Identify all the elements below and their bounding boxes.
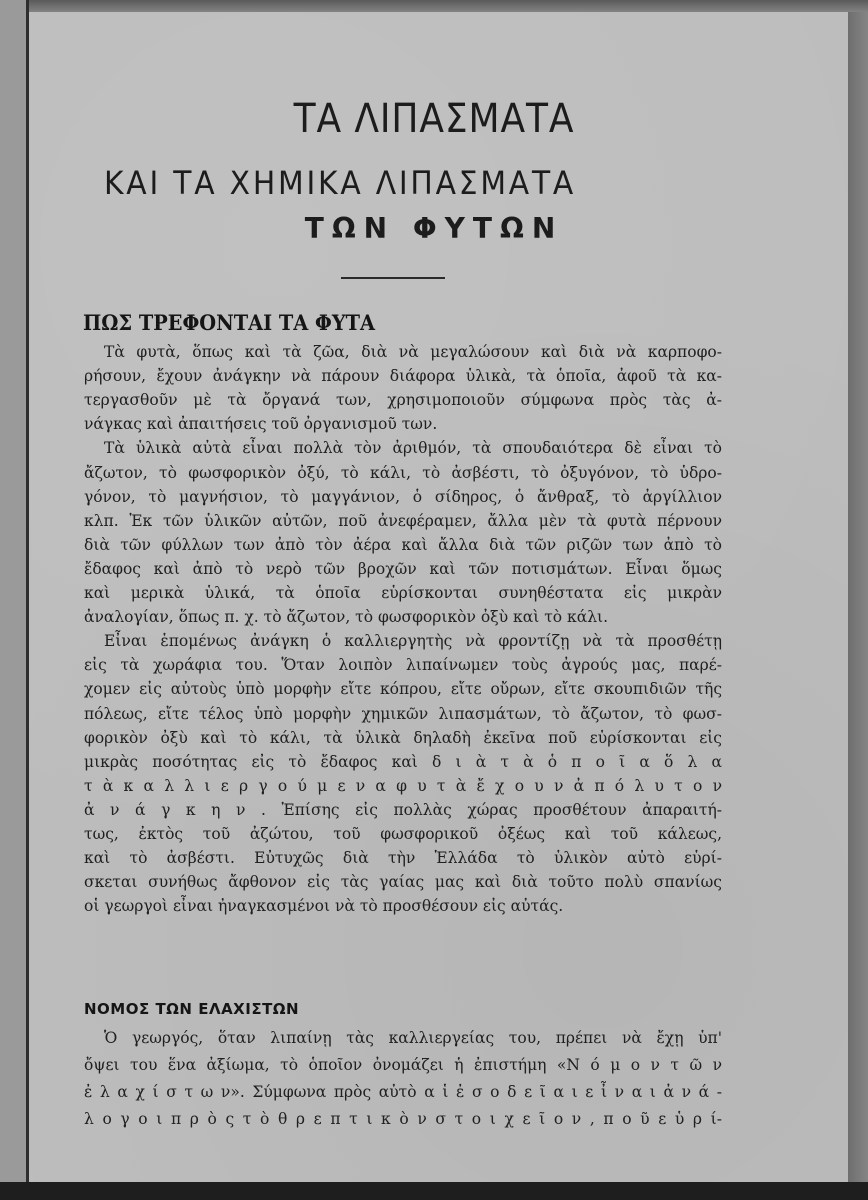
adjacent-page-strip <box>0 0 27 1200</box>
text-line: ἀ ν ά γ κ η ν . Ἐπίσης εἰς πολλὰς χώρας προσθέτουν ἀπαραιτή- <box>84 800 722 819</box>
text-line: γόνον, τὸ μαγνήσιον, τὸ μαγγάνιον, ὁ σίδηρος, ὁ ἄνθραξ, τὸ ἀργίλλιον <box>84 487 722 506</box>
text-line: Τὰ ὑλικὰ αὐτὰ εἶναι πολλὰ τὸν ἀριθμόν, τὰ σπουδαιότερα δὲ εἶναι τὸ <box>104 439 722 458</box>
text-line: ἐ λ α χ ί σ τ ω ν». Σύμφωνα πρὸς αὐτὸ α ἱ ἐ σ ο δ ε ῖ α ι ε ἶ ν α ι ἀ ν ά - <box>84 1083 722 1101</box>
text-line: Ὁ γεωργός, ὅταν λιπαίνῃ τὰς καλλιεργείας του, πρέπει νὰ ἔχῃ ὑπ' <box>104 1029 722 1047</box>
text-line: διὰ τῶν φύλλων των ἀπὸ τὸν ἀέρα καὶ ἄλλα διὰ τῶν ριζῶν των ἀπὸ τὸ <box>84 535 722 554</box>
text-line: τως, ἐκτὸς τοῦ ἀζώτου, τοῦ φωσφορικοῦ ὀξέως καὶ τοῦ κάλεως, <box>84 825 722 843</box>
text-line: καὶ τὸ ἀσβέστι. Εὐτυχῶς διὰ τὴν Ἑλλάδα τὸ ὑλικὸν αὐτὸ εὑρί- <box>84 849 722 868</box>
text-line: ἔδαφος καὶ ἀπὸ τὸ νερὸ τῶν βροχῶν καὶ τῶν ποτισμάτων. Εἶναι ὅμως <box>84 559 722 578</box>
text-line: κλπ. Ἐκ τῶν ὑλικῶν αὐτῶν, ποῦ ἀνεφέραμεν, ἄλλα μὲν τὰ φυτὰ πέρνουν <box>84 511 722 530</box>
page-right-edge <box>848 12 868 1200</box>
text-line: ρήσουν, ἔχουν ἀνάγκην νὰ πάρουν διάφορα ὑλικὰ, τὰ ὁποῖα, ἀφοῦ τὰ κα- <box>84 367 722 386</box>
page-bottom-edge <box>0 1182 868 1200</box>
title-line-2: ΚΑΙ ΤΑ ΧΗΜΙΚΑ ΛΙΠΑΣΜΑΤΑ <box>104 164 577 202</box>
text-line: οἱ γεωργοὶ εἶναι ἠναγκασμένοι νὰ τὸ προσθέσουν εἰς αὐτάς. <box>84 897 564 916</box>
text-line: Εἶναι ἑπομένως ἀνάγκη ὁ καλλιεργητὴς νὰ φροντίζῃ νὰ τὰ προσθέτῃ <box>104 632 722 651</box>
text-line: ἄζωτον, τὸ φωσφορικὸν ὀξύ, τὸ κάλι, τὸ ἀσβέστι, τὸ ὀξυγόνον, τὸ ὑδρο- <box>84 463 722 482</box>
text-line: τεργασθοῦν μὲ τὰ ὄργανά των, χρησιμοποιοῦν σύμφωνα πρὸς τὰς ἀ- <box>84 391 722 410</box>
title-line-3: ΤΩΝ ΦΥΤΩΝ <box>304 212 564 245</box>
section-heading-2: ΝΟΜΟΣ ΤΩΝ ΕΛΑΧΙΣΤΩΝ <box>84 1000 300 1018</box>
title-line-1: ΤΑ ΛΙΠΑΣΜΑΤΑ <box>293 96 575 142</box>
text-line: τ ὰ κ α λ λ ι ε ρ γ ο ύ μ ε ν α φ υ τ ὰ ἔ χ ο υ ν ἀ π ό λ υ τ ο ν <box>84 776 722 795</box>
text-line: νάγκας καὶ ἀπαιτήσεις τοῦ ὀργανισμοῦ των. <box>84 415 438 434</box>
text-line: σκεται συνήθως ἄφθονον εἰς τὰς γαίας μας καὶ διὰ τοῦτο πολὺ σπανίως <box>84 873 722 892</box>
text-line: μικρὰς ποσότητας εἰς τὸ ἔδαφος καὶ δ ι ὰ τ ὰ ὁ π ο ῖ α ὅ λ α <box>84 752 722 771</box>
text-line: Τὰ φυτὰ, ὅπως καὶ τὰ ζῶα, διὰ νὰ μεγαλώσουν καὶ διὰ νὰ καρποφο- <box>104 343 722 361</box>
text-line: πόλεως, εἴτε τέλος ὑπὸ μορφὴν χημικῶν λιπασμάτων, τὸ ἄζωτον, τὸ φωσ- <box>84 704 722 723</box>
text-line: εἰς τὰ χωράφια του. Ὅταν λοιπὸν λιπαίνωμεν τοὺς ἀγρούς μας, παρέ- <box>84 656 722 675</box>
title-divider <box>341 277 445 279</box>
section-heading-1: ΠΩΣ ΤΡΕΦΟΝΤΑΙ ΤΑ ΦΥΤΑ <box>83 310 375 335</box>
text-line: φορικὸν ὀξὺ καὶ τὸ κάλι, τὰ ὑλικὰ δηλαδὴ ἐκεῖνα ποῦ εὑρίσκονται εἰς <box>84 728 722 747</box>
text-line: καὶ μερικὰ ὑλικά, τὰ ὁποῖα εὑρίσκονται συνηθέστατα εἰς μικρὰν <box>84 584 722 602</box>
text-line: ἀναλογίαν, ὅπως π. χ. τὸ ἄζωτον, τὸ φωσφορικὸν ὀξὺ καὶ τὸ κάλι. <box>84 608 609 627</box>
text-line: λ ο γ ο ι π ρ ὸ ς τ ὸ θ ρ ε π τ ι κ ὸ ν σ τ ο ι χ ε ῖ ο ν , π ο ῦ ε ὑ ρ ί- <box>84 1110 722 1128</box>
text-line: ὄψει του ἕνα ἀξίωμα, τὸ ὁποῖον ὀνομάζει ἡ ἐπιστήμη «Ν ό μ ο ν τ ῶ ν <box>84 1056 722 1074</box>
text-line: χομεν εἰς αὐτοὺς ὑπὸ μορφὴν εἴτε κόπρου, εἴτε οὔρων, εἴτε σκουπιδιῶν τῆς <box>84 680 722 699</box>
